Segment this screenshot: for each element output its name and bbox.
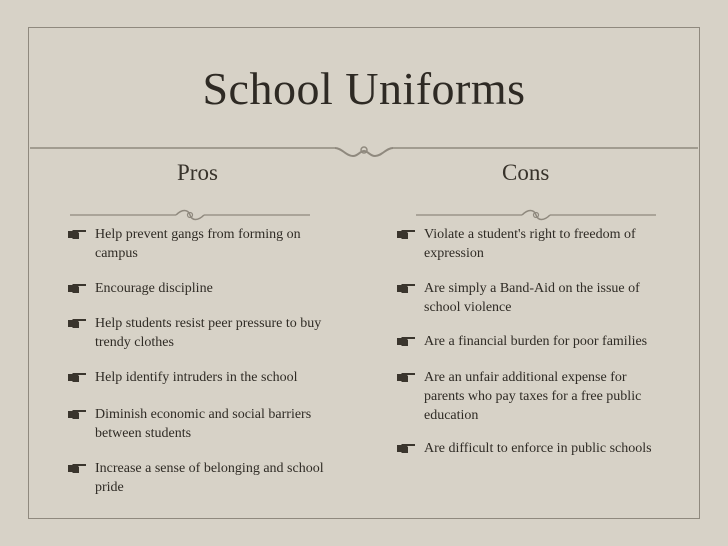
scroll-ornament-icon bbox=[416, 208, 656, 222]
slide-title: School Uniforms bbox=[202, 63, 526, 114]
list-item bbox=[67, 314, 337, 352]
list-item bbox=[396, 332, 664, 351]
pros-heading: Pros bbox=[177, 160, 218, 185]
pros-item-text: Encourage discipline bbox=[95, 281, 213, 296]
pros-item-text: Diminish economic and social barriers between students bbox=[95, 407, 312, 441]
cons-item-text: Violate a student's right to freedom of expression bbox=[424, 227, 636, 261]
cons-item-text: Are an unfair additional expense for parents who pay taxes for a free public education bbox=[424, 370, 642, 423]
list-item bbox=[67, 405, 337, 443]
pointing-hand-icon bbox=[67, 407, 87, 421]
list-item bbox=[396, 439, 664, 458]
pointing-hand-icon bbox=[396, 281, 416, 295]
pros-item-text: Help identify intruders in the school bbox=[95, 370, 298, 385]
pointing-hand-icon bbox=[67, 316, 87, 330]
scroll-ornament-icon bbox=[30, 145, 698, 159]
list-item bbox=[67, 225, 337, 263]
cons-item-text: Are simply a Band-Aid on the issue of school violence bbox=[424, 281, 640, 315]
pointing-hand-icon bbox=[67, 370, 87, 384]
pros-item-text: Help prevent gangs from forming on campus bbox=[95, 227, 301, 261]
list-item bbox=[396, 279, 664, 317]
cons-item-text: Are a financial burden for poor families bbox=[424, 334, 648, 349]
scroll-ornament-icon bbox=[70, 208, 310, 222]
list-item bbox=[67, 368, 337, 387]
pointing-hand-icon bbox=[396, 370, 416, 384]
pros-item-text: Help students resist peer pressure to buy trendy clothes bbox=[95, 316, 322, 350]
pointing-hand-icon bbox=[67, 227, 87, 241]
list-item bbox=[396, 225, 664, 263]
pros-item-text: Increase a sense of belonging and school pride bbox=[95, 461, 324, 495]
pointing-hand-icon bbox=[396, 441, 416, 455]
cons-heading: Cons bbox=[502, 160, 550, 185]
pointing-hand-icon bbox=[67, 461, 87, 475]
list-item bbox=[396, 368, 664, 425]
cons-item-text: Are difficult to enforce in public schools bbox=[424, 441, 652, 456]
list-item bbox=[67, 459, 337, 497]
pointing-hand-icon bbox=[67, 281, 87, 295]
pointing-hand-icon bbox=[396, 334, 416, 348]
list-item bbox=[67, 279, 337, 298]
pointing-hand-icon bbox=[396, 227, 416, 241]
